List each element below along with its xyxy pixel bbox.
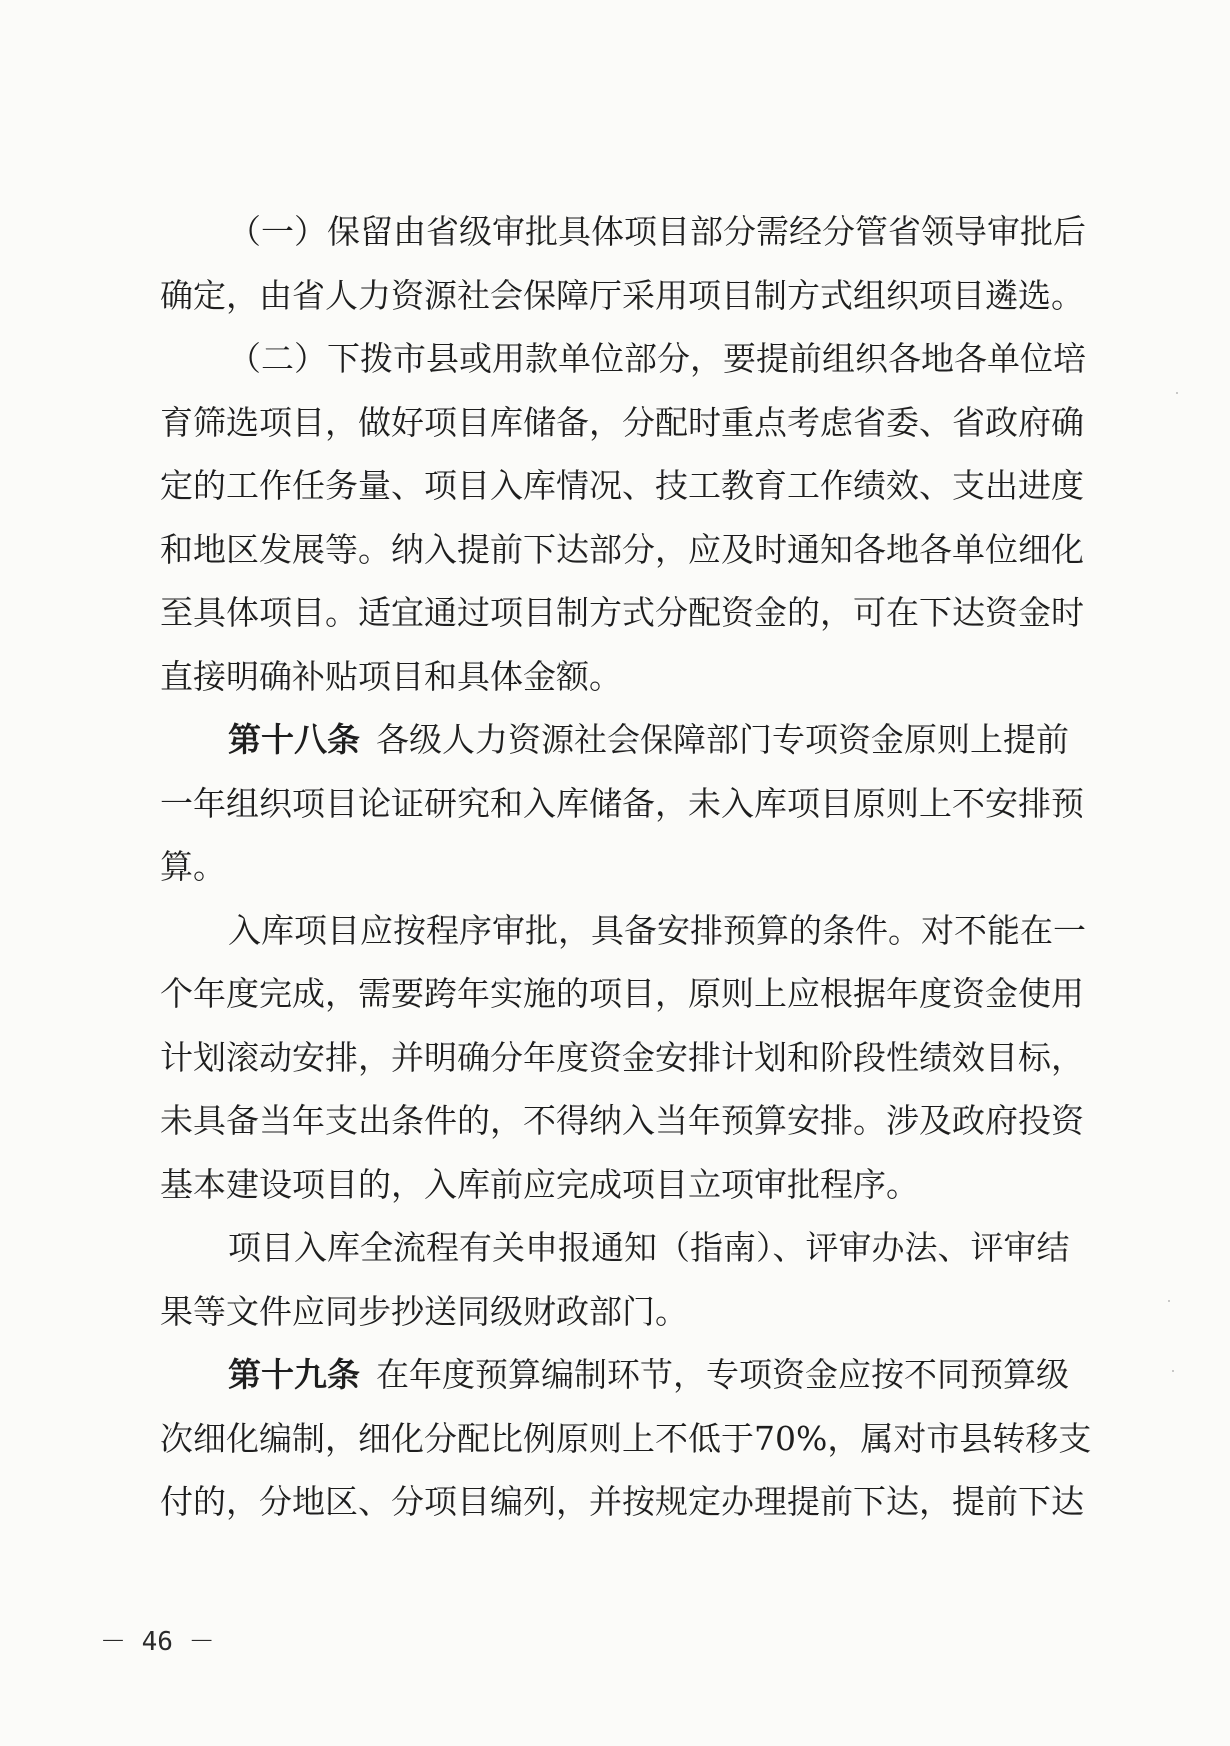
scan-speck: [1176, 392, 1178, 394]
paragraph-4-line-5: 基本建设项目的，入库前应完成项目立项审批程序。: [160, 1165, 919, 1204]
paragraph-1-line-2: 确定，由省人力资源社会保障厅采用项目制方式组织项目遴选。: [160, 276, 1084, 315]
paragraph-2-line-5: 至具体项目。适宜通过项目制方式分配资金的，可在下达资金时: [160, 593, 1084, 632]
paragraph-4-line-2: 个年度完成，需要跨年实施的项目，原则上应根据年度资金使用: [160, 974, 1084, 1013]
page-number: － 46 －: [100, 1627, 215, 1657]
paragraph-4-line-1: 入库项目应按程序审批，具备安排预算的条件。对不能在一: [228, 911, 1086, 950]
article-18-heading: 第十八条: [228, 720, 360, 759]
article-19-text: 在年度预算编制环节，专项资金应按不同预算级: [376, 1355, 1069, 1394]
article-18-line-2: 一年组织项目论证研究和入库储备，未入库项目原则上不安排预: [160, 784, 1084, 823]
paragraph-2-line-2: 育筛选项目，做好项目库储备，分配时重点考虑省委、省政府确: [160, 403, 1084, 442]
article-19-heading: 第十九条: [228, 1355, 360, 1394]
article-18-text: 各级人力资源社会保障部门专项资金原则上提前: [376, 720, 1069, 759]
paragraph-4-line-4: 未具备当年支出条件的，不得纳入当年预算安排。涉及政府投资: [160, 1101, 1084, 1140]
paragraph-2-line-3: 定的工作任务量、项目入库情况、技工教育工作绩效、支出进度: [160, 466, 1084, 505]
paragraph-1-line-1: （一）保留由省级审批具体项目部分需经分管省领导审批后: [228, 212, 1086, 251]
article-19-line-1: [228, 1342, 1069, 1408]
article-18-line-3: 算。: [160, 847, 226, 886]
scan-speck: [1172, 1370, 1174, 1372]
article-19-line-2: 次细化编制，细化分配比例原则上不低于70%，属对市县转移支: [160, 1419, 1092, 1458]
paragraph-2-line-6: 直接明确补贴项目和具体金额。: [160, 657, 622, 696]
paragraph-2-line-1: （二）下拨市县或用款单位部分，要提前组织各地各单位培: [228, 339, 1086, 378]
paragraph-5-line-2: 果等文件应同步抄送同级财政部门。: [160, 1292, 688, 1331]
scan-speck: [1168, 1300, 1170, 1302]
article-18-line-1: [228, 707, 1069, 773]
article-19-line-3: 付的，分地区、分项目编列，并按规定办理提前下达，提前下达: [160, 1482, 1084, 1521]
paragraph-4-line-3: 计划滚动安排，并明确分年度资金安排计划和阶段性绩效目标，: [160, 1038, 1084, 1077]
paragraph-2-line-4: 和地区发展等。纳入提前下达部分，应及时通知各地各单位细化: [160, 530, 1084, 569]
paragraph-5-line-1: 项目入库全流程有关申报通知（指南）、评审办法、评审结: [228, 1228, 1070, 1267]
